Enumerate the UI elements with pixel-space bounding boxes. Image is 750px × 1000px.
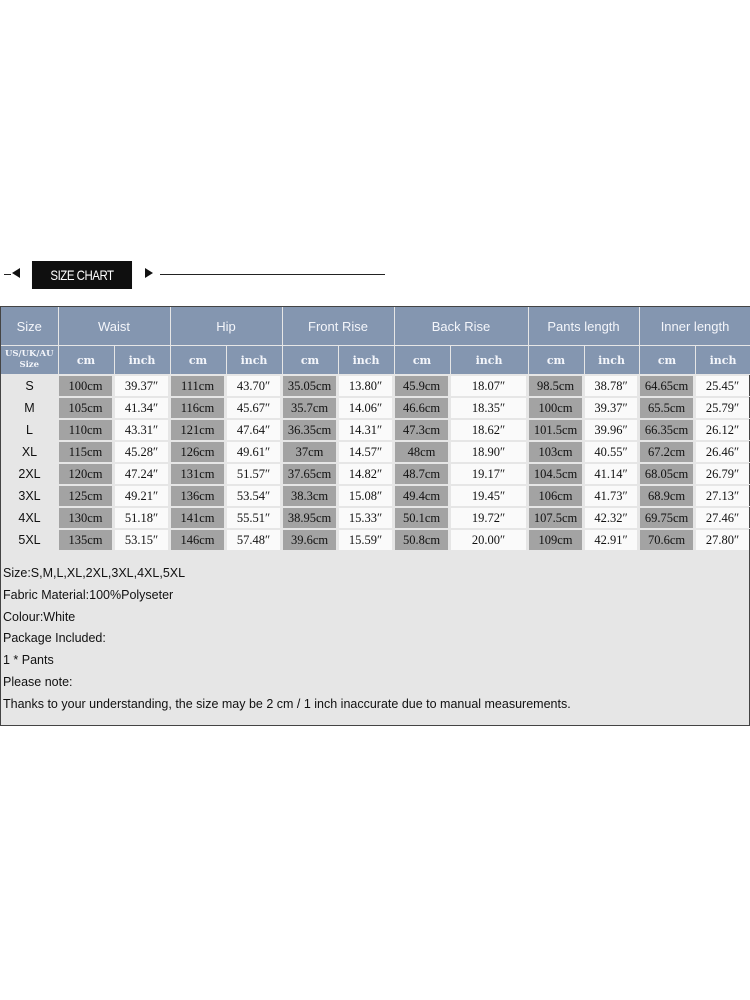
cell-value: 48cm: [395, 442, 448, 462]
size-label: 5XL: [1, 529, 58, 551]
cell-value: 38.95cm: [283, 508, 336, 528]
cell-value: 42.32″: [585, 508, 637, 528]
inch-cell: [695, 485, 750, 507]
cell-value: 121cm: [171, 420, 224, 440]
cell-value: 130cm: [59, 508, 112, 528]
cm-cell: [282, 529, 338, 551]
size-label: 3XL: [1, 485, 58, 507]
inch-cell: [695, 507, 750, 529]
cell-value: 66.35cm: [640, 420, 693, 440]
cell-value: 48.7cm: [395, 464, 448, 484]
table-row: [1, 397, 750, 419]
cm-cell: [639, 529, 695, 551]
cell-value: 13.80″: [339, 376, 392, 396]
inch-cell: [226, 397, 282, 419]
cm-cell: [58, 375, 114, 397]
table-row: [1, 441, 750, 463]
cell-value: 98.5cm: [529, 376, 582, 396]
cm-cell: [639, 507, 695, 529]
inch-cell: [584, 375, 639, 397]
table-row: [1, 507, 750, 529]
cell-value: 14.31″: [339, 420, 392, 440]
cm-cell: [282, 441, 338, 463]
cell-value: 46.6cm: [395, 398, 448, 418]
cell-value: 100cm: [59, 376, 112, 396]
cell-value: 41.34″: [115, 398, 168, 418]
inch-cell: [226, 507, 282, 529]
cell-value: 41.73″: [585, 486, 637, 506]
unit-inch: inch: [584, 346, 639, 375]
note-package-label: Package Included:: [3, 631, 106, 646]
cell-value: 42.91″: [585, 530, 637, 550]
cell-value: 49.4cm: [395, 486, 448, 506]
size-table: [1, 307, 750, 550]
cell-value: 35.05cm: [283, 376, 336, 396]
inch-cell: [450, 485, 528, 507]
inch-cell: [584, 463, 639, 485]
cell-value: 107.5cm: [529, 508, 582, 528]
cell-value: 14.57″: [339, 442, 392, 462]
inch-cell: [114, 507, 170, 529]
cell-value: 40.55″: [585, 442, 637, 462]
inch-cell: [114, 463, 170, 485]
cell-value: 68.05cm: [640, 464, 693, 484]
cell-value: 15.33″: [339, 508, 392, 528]
cm-cell: [528, 529, 584, 551]
inch-cell: [450, 463, 528, 485]
cell-value: 101.5cm: [529, 420, 582, 440]
inch-cell: [695, 419, 750, 441]
inch-cell: [450, 529, 528, 551]
cell-value: 27.80″: [696, 530, 749, 550]
cell-value: 14.82″: [339, 464, 392, 484]
table-row: [1, 463, 750, 485]
inch-cell: [695, 441, 750, 463]
inch-cell: [114, 441, 170, 463]
size-header: Size: [1, 307, 58, 346]
cm-cell: [282, 419, 338, 441]
cm-cell: [170, 463, 226, 485]
cell-value: 55.51″: [227, 508, 280, 528]
size-chart-panel: [0, 306, 750, 726]
header-back-rise: Back Rise: [394, 307, 528, 346]
cm-cell: [58, 419, 114, 441]
inch-cell: [338, 419, 394, 441]
note-fabric: Fabric Material:100%Polyseter: [3, 587, 174, 602]
cm-cell: [58, 485, 114, 507]
cell-value: 25.45″: [696, 376, 749, 396]
cm-cell: [394, 463, 450, 485]
inch-cell: [226, 463, 282, 485]
cm-cell: [394, 529, 450, 551]
cell-value: 105cm: [59, 398, 112, 418]
table-row: [1, 485, 750, 507]
note-please-note: Please note:: [3, 674, 73, 689]
cell-value: 64.65cm: [640, 376, 693, 396]
cell-value: 104.5cm: [529, 464, 582, 484]
cell-value: 120cm: [59, 464, 112, 484]
cell-value: 65.5cm: [640, 398, 693, 418]
cell-value: 18.35″: [451, 398, 526, 418]
cell-value: 51.18″: [115, 508, 168, 528]
cell-value: 20.00″: [451, 530, 526, 550]
inch-cell: [114, 397, 170, 419]
table-row: [1, 419, 750, 441]
note-sizes: Size:S,M,L,XL,2XL,3XL,4XL,5XL: [3, 566, 186, 580]
cm-cell: [170, 441, 226, 463]
table-row: [1, 529, 750, 551]
cm-cell: [394, 485, 450, 507]
note-package-item: 1 * Pants: [3, 653, 54, 668]
size-label: S: [1, 375, 58, 397]
cell-value: 51.57″: [227, 464, 280, 484]
cm-cell: [282, 463, 338, 485]
cell-value: 100cm: [529, 398, 582, 418]
cell-value: 69.75cm: [640, 508, 693, 528]
cell-value: 19.72″: [451, 508, 526, 528]
inch-cell: [338, 529, 394, 551]
inch-cell: [338, 485, 394, 507]
unit-cm: cm: [58, 346, 114, 375]
inch-cell: [226, 419, 282, 441]
unit-cm: cm: [528, 346, 584, 375]
inch-cell: [450, 375, 528, 397]
cell-value: 38.78″: [585, 376, 637, 396]
cell-value: 50.1cm: [395, 508, 448, 528]
cell-value: 126cm: [171, 442, 224, 462]
cell-value: 43.31″: [115, 420, 168, 440]
cell-value: 67.2cm: [640, 442, 693, 462]
cell-value: 125cm: [59, 486, 112, 506]
cm-cell: [394, 375, 450, 397]
unit-cm: cm: [394, 346, 450, 375]
unit-cm: cm: [639, 346, 695, 375]
cell-value: 39.96″: [585, 420, 637, 440]
cell-value: 47.64″: [227, 420, 280, 440]
cell-value: 115cm: [59, 442, 112, 462]
cm-cell: [282, 485, 338, 507]
table-header-row: [1, 307, 750, 346]
table-row: [1, 375, 750, 397]
size-region-label: US/UK/AU: [4, 349, 54, 359]
banner-rule: [160, 274, 385, 275]
cell-value: 135cm: [59, 530, 112, 550]
inch-cell: [114, 375, 170, 397]
inch-cell: [338, 463, 394, 485]
cm-cell: [170, 507, 226, 529]
inch-cell: [695, 463, 750, 485]
inch-cell: [450, 397, 528, 419]
cell-value: 15.08″: [339, 486, 392, 506]
cell-value: 39.37″: [585, 398, 637, 418]
cell-value: 141cm: [171, 508, 224, 528]
inch-cell: [584, 507, 639, 529]
unit-inch: inch: [695, 346, 750, 375]
cell-value: 49.61″: [227, 442, 280, 462]
cell-value: 45.9cm: [395, 376, 448, 396]
cm-cell: [394, 507, 450, 529]
cm-cell: [58, 507, 114, 529]
size-label: L: [1, 419, 58, 441]
cell-value: 53.54″: [227, 486, 280, 506]
cell-value: 111cm: [171, 376, 224, 396]
inch-cell: [226, 375, 282, 397]
cm-cell: [528, 441, 584, 463]
banner-left-dash: [4, 274, 11, 275]
cell-value: 47.24″: [115, 464, 168, 484]
note-disclaimer: Thanks to your understanding, the size may be 2 cm / 1 inch inaccurate due to manual measurements.: [3, 696, 571, 711]
cm-cell: [170, 529, 226, 551]
cell-value: 36.35cm: [283, 420, 336, 440]
inch-cell: [695, 397, 750, 419]
inch-cell: [584, 441, 639, 463]
cm-cell: [528, 397, 584, 419]
cm-cell: [58, 397, 114, 419]
size-region-sub: Size: [19, 360, 40, 370]
note-colour: Colour:White: [3, 609, 76, 624]
header-pants-length: Pants length: [528, 307, 639, 346]
inch-cell: [338, 507, 394, 529]
cm-cell: [528, 485, 584, 507]
table-unit-row: [1, 346, 750, 375]
cell-value: 27.13″: [696, 486, 749, 506]
header-waist: Waist: [58, 307, 170, 346]
inch-cell: [226, 485, 282, 507]
inch-cell: [695, 375, 750, 397]
cm-cell: [639, 485, 695, 507]
cm-cell: [282, 507, 338, 529]
header-front-rise: Front Rise: [282, 307, 394, 346]
cell-value: 41.14″: [585, 464, 637, 484]
cell-value: 37.65cm: [283, 464, 336, 484]
table-body: [1, 375, 750, 551]
size-label: XL: [1, 441, 58, 463]
cell-value: 26.79″: [696, 464, 749, 484]
cell-value: 49.21″: [115, 486, 168, 506]
cell-value: 39.37″: [115, 376, 168, 396]
cm-cell: [58, 441, 114, 463]
inch-cell: [584, 529, 639, 551]
inch-cell: [584, 397, 639, 419]
header-hip: Hip: [170, 307, 282, 346]
cm-cell: [394, 397, 450, 419]
product-notes: [3, 563, 743, 716]
cell-value: 136cm: [171, 486, 224, 506]
cell-value: 43.70″: [227, 376, 280, 396]
size-label: 4XL: [1, 507, 58, 529]
inch-cell: [338, 441, 394, 463]
cm-cell: [58, 529, 114, 551]
cm-cell: [394, 419, 450, 441]
cell-value: 37cm: [283, 442, 336, 462]
cell-value: 106cm: [529, 486, 582, 506]
unit-cm: cm: [170, 346, 226, 375]
cm-cell: [394, 441, 450, 463]
inch-cell: [114, 529, 170, 551]
cell-value: 19.17″: [451, 464, 526, 484]
cell-value: 19.45″: [451, 486, 526, 506]
cell-value: 47.3cm: [395, 420, 448, 440]
cell-value: 109cm: [529, 530, 582, 550]
cell-value: 103cm: [529, 442, 582, 462]
banner-right-arrow-icon: [145, 268, 153, 278]
unit-inch: inch: [114, 346, 170, 375]
cm-cell: [528, 419, 584, 441]
cm-cell: [58, 463, 114, 485]
cell-value: 18.90″: [451, 442, 526, 462]
cm-cell: [639, 375, 695, 397]
cm-cell: [170, 419, 226, 441]
cell-value: 68.9cm: [640, 486, 693, 506]
cell-value: 131cm: [171, 464, 224, 484]
cell-value: 50.8cm: [395, 530, 448, 550]
size-label: 2XL: [1, 463, 58, 485]
cm-cell: [528, 463, 584, 485]
size-region-header: [1, 346, 58, 375]
cm-cell: [528, 507, 584, 529]
size-chart-banner: [0, 256, 750, 300]
cell-value: 116cm: [171, 398, 224, 418]
cell-value: 146cm: [171, 530, 224, 550]
cell-value: 26.12″: [696, 420, 749, 440]
cm-cell: [170, 485, 226, 507]
cell-value: 39.6cm: [283, 530, 336, 550]
cm-cell: [639, 441, 695, 463]
cell-value: 45.67″: [227, 398, 280, 418]
size-label: M: [1, 397, 58, 419]
banner-title: SIZE CHART: [32, 261, 132, 289]
cm-cell: [639, 463, 695, 485]
cell-value: 35.7cm: [283, 398, 336, 418]
inch-cell: [584, 419, 639, 441]
cell-value: 110cm: [59, 420, 112, 440]
cell-value: 57.48″: [227, 530, 280, 550]
unit-inch: inch: [450, 346, 528, 375]
cm-cell: [528, 375, 584, 397]
inch-cell: [226, 529, 282, 551]
cell-value: 18.07″: [451, 376, 526, 396]
cell-value: 45.28″: [115, 442, 168, 462]
cell-value: 70.6cm: [640, 530, 693, 550]
unit-inch: inch: [226, 346, 282, 375]
inch-cell: [338, 375, 394, 397]
cell-value: 14.06″: [339, 398, 392, 418]
banner-left-arrow-icon: [12, 268, 20, 278]
inch-cell: [114, 419, 170, 441]
header-inner-length: Inner length: [639, 307, 750, 346]
inch-cell: [695, 529, 750, 551]
cm-cell: [282, 397, 338, 419]
cell-value: 38.3cm: [283, 486, 336, 506]
inch-cell: [114, 485, 170, 507]
cm-cell: [639, 419, 695, 441]
inch-cell: [450, 441, 528, 463]
cell-value: 15.59″: [339, 530, 392, 550]
cm-cell: [170, 375, 226, 397]
inch-cell: [450, 419, 528, 441]
cm-cell: [639, 397, 695, 419]
inch-cell: [584, 485, 639, 507]
cm-cell: [170, 397, 226, 419]
cell-value: 26.46″: [696, 442, 749, 462]
cell-value: 27.46″: [696, 508, 749, 528]
inch-cell: [226, 441, 282, 463]
inch-cell: [338, 397, 394, 419]
cell-value: 53.15″: [115, 530, 168, 550]
cell-value: 25.79″: [696, 398, 749, 418]
cell-value: 18.62″: [451, 420, 526, 440]
unit-inch: inch: [338, 346, 394, 375]
unit-cm: cm: [282, 346, 338, 375]
inch-cell: [450, 507, 528, 529]
cm-cell: [282, 375, 338, 397]
